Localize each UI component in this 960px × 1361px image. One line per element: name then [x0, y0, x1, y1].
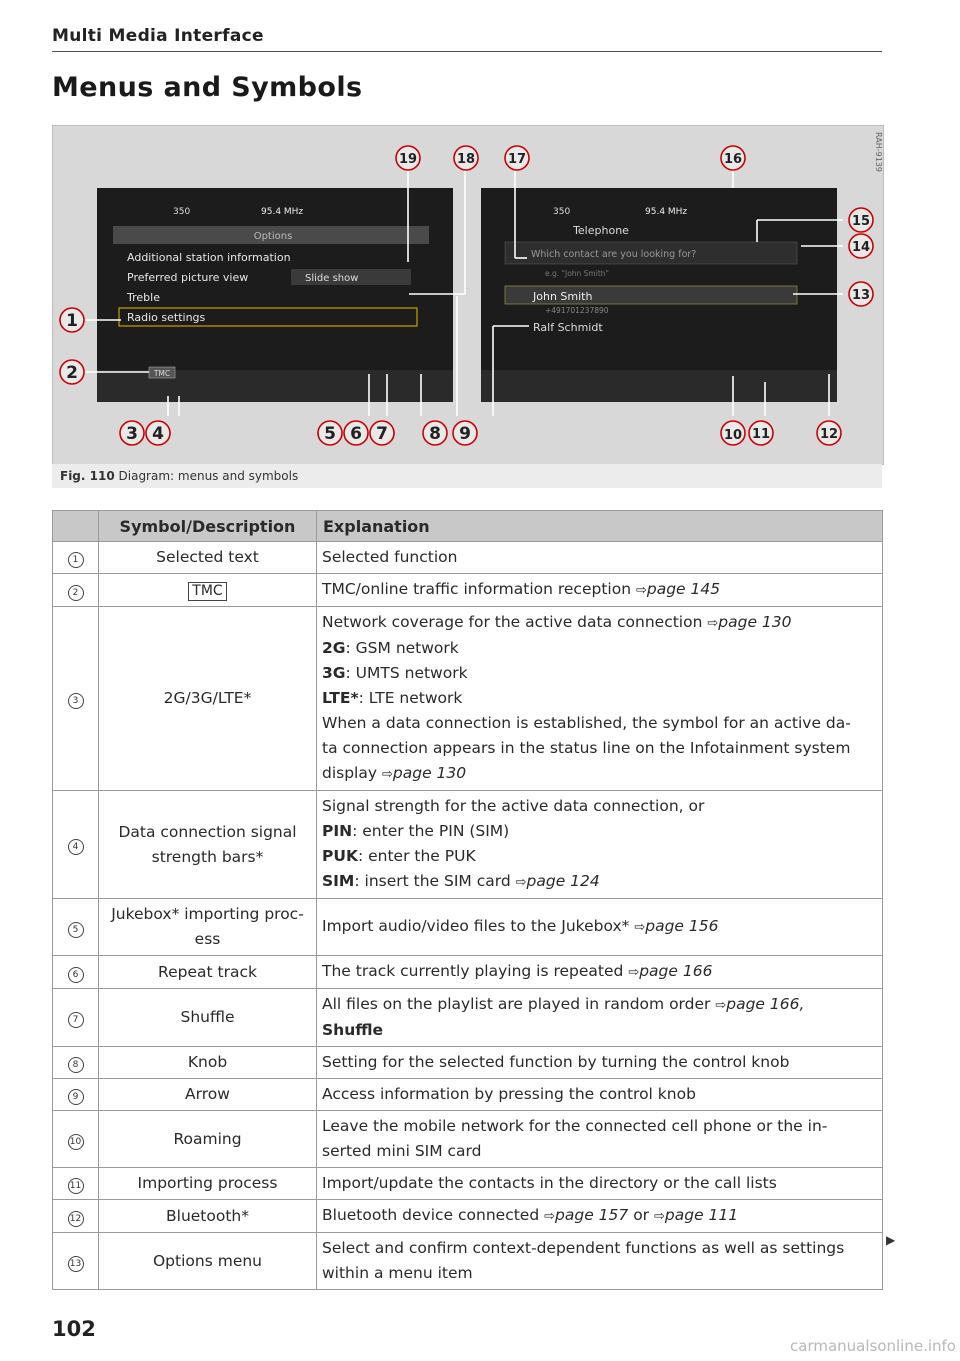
right-search-prompt: Which contact are you looking for?	[531, 249, 697, 260]
svg-text:10: 10	[723, 428, 743, 443]
row-symbol: Data connection signal strength bars*	[99, 791, 317, 899]
table-row	[53, 1079, 883, 1111]
svg-text:11: 11	[751, 427, 771, 442]
section-rule	[52, 51, 882, 52]
right-status-freq: 95.4 MHz	[645, 207, 688, 217]
row-symbol: 2G/3G/LTE*	[99, 607, 317, 791]
row-number: 1	[68, 552, 84, 568]
row-number: 9	[68, 1089, 84, 1105]
row-symbol: Roaming	[99, 1111, 317, 1168]
svg-text:15: 15	[851, 214, 871, 229]
callout-19	[396, 146, 420, 170]
row-symbol: Repeat track	[99, 956, 317, 989]
callout-14	[849, 234, 873, 258]
table-row	[53, 1168, 883, 1200]
callout-3	[120, 421, 144, 445]
left-item-2: Preferred picture view	[127, 271, 249, 284]
caption-text: Diagram: menus and symbols	[118, 469, 299, 483]
left-status-freq: 95.4 MHz	[261, 207, 304, 217]
right-contact-2: Ralf Schmidt	[533, 321, 603, 334]
svg-text:7: 7	[376, 424, 388, 444]
callout-16	[721, 146, 745, 170]
table-row	[53, 574, 883, 607]
svg-text:5: 5	[324, 424, 336, 444]
callout-17	[505, 146, 529, 170]
svg-text:4: 4	[152, 424, 164, 444]
row-explanation: Select and confirm context-dependent functions as well as settings within a menu item	[317, 1233, 883, 1290]
page-ref-link[interactable]: page 124	[526, 872, 600, 890]
page-ref-link[interactable]: page 145	[646, 580, 721, 598]
row-number: 13	[68, 1256, 84, 1272]
table-row	[53, 1047, 883, 1079]
page-heading: Menus and Symbols	[52, 72, 363, 103]
svg-text:6: 6	[350, 424, 362, 444]
callout-18	[454, 146, 478, 170]
figure-menus-symbols	[52, 125, 884, 465]
callout-9	[453, 421, 477, 445]
table-header-row	[53, 511, 883, 542]
table-row	[53, 1233, 883, 1290]
row-explanation: All files on the playlist are played in random order ⇨page 166, Shuffle	[317, 989, 883, 1047]
table-row	[53, 899, 883, 956]
svg-text:14: 14	[851, 240, 871, 255]
row-symbol: Options menu	[99, 1233, 317, 1290]
left-status-distance: 350	[173, 207, 191, 217]
callout-4	[146, 421, 170, 445]
svg-text:8: 8	[429, 424, 441, 444]
page-ref-link[interactable]: page 157	[555, 1206, 629, 1224]
header-explanation: Explanation	[317, 511, 883, 542]
callout-10	[721, 421, 745, 445]
svg-text:9: 9	[459, 424, 471, 444]
page-number: 102	[52, 1317, 96, 1341]
page-ref-link[interactable]: page 130	[392, 764, 467, 782]
right-search-hint: e.g. "John Smith"	[545, 269, 609, 278]
header-num	[53, 511, 99, 542]
callout-15	[849, 208, 873, 232]
row-number: 2	[68, 585, 84, 601]
svg-text:12: 12	[819, 427, 839, 442]
left-tmc-label: TMC	[153, 369, 171, 378]
row-explanation: Signal strength for the active data connection, or PIN: enter the PIN (SIM) PUK: enter the PUK SIM: insert the SIM card ⇨page 124	[317, 791, 883, 899]
watermark: carmanualsonline.info	[790, 1337, 956, 1355]
row-symbol: Arrow	[99, 1079, 317, 1111]
row-explanation: Network coverage for the active data connection ⇨page 130 2G: GSM network 3G: UMTS network LTE*: LTE network When a data connection is established, the symbol for an active da- ta connection appears in the status line on the Infotainment system display ⇨page 130	[317, 607, 883, 791]
symbols-table	[52, 510, 883, 1290]
right-status-distance: 350	[553, 207, 571, 217]
table-row	[53, 1200, 883, 1233]
table-row	[53, 791, 883, 899]
table-row	[53, 542, 883, 574]
figure-ref-code: RAH-9139	[874, 132, 883, 172]
row-number: 4	[68, 839, 84, 855]
row-explanation: The track currently playing is repeated ⇨page 166	[317, 956, 883, 989]
continue-arrow-icon: ▶	[886, 1233, 896, 1247]
row-number: 12	[68, 1211, 84, 1227]
page-ref-link[interactable]: page 166	[639, 962, 713, 980]
figure-caption	[60, 469, 298, 483]
right-screen-title: Telephone	[573, 224, 629, 237]
callout-1	[60, 308, 84, 332]
svg-text:13: 13	[851, 288, 871, 303]
svg-text:3: 3	[126, 424, 138, 444]
page-ref-link[interactable]: page 111	[664, 1206, 739, 1224]
callout-12	[817, 421, 841, 445]
callout-11	[749, 421, 773, 445]
row-number: 5	[68, 922, 84, 938]
callout-2	[60, 360, 84, 384]
row-explanation: TMC/online traffic information reception ⇨page 145	[317, 574, 883, 607]
row-symbol: TMC	[99, 574, 317, 607]
row-number: 6	[68, 967, 84, 983]
svg-text:2: 2	[66, 363, 78, 383]
row-number: 10	[68, 1134, 84, 1150]
header-symbol: Symbol/Description	[99, 511, 317, 542]
table-row	[53, 1111, 883, 1168]
left-item-3: Treble	[127, 291, 160, 304]
row-symbol: Jukebox* importing proc- ess	[99, 899, 317, 956]
row-number: 3	[68, 693, 84, 709]
row-explanation: Import audio/video files to the Jukebox* ⇨page 156	[317, 899, 883, 956]
svg-text:1: 1	[66, 311, 78, 331]
row-symbol: Knob	[99, 1047, 317, 1079]
caption-label: Fig. 110	[60, 469, 115, 483]
svg-text:18: 18	[456, 152, 476, 167]
svg-text:16: 16	[723, 152, 743, 167]
row-explanation: Access information by pressing the control knob	[317, 1079, 883, 1111]
row-symbol: Shuffle	[99, 989, 317, 1047]
page-ref-link[interactable]: page 130	[718, 613, 792, 631]
row-number: 7	[68, 1012, 84, 1028]
row-explanation: Selected function	[317, 542, 883, 574]
row-symbol: Bluetooth*	[99, 1200, 317, 1233]
callout-6	[344, 421, 368, 445]
callout-7	[370, 421, 394, 445]
callout-8	[423, 421, 447, 445]
row-number: 11	[68, 1178, 84, 1194]
svg-text:19: 19	[398, 152, 418, 167]
row-explanation: Import/update the contacts in the directory or the call lists	[317, 1168, 883, 1200]
table-row	[53, 989, 883, 1047]
page-ref-link[interactable]: page 166,	[726, 995, 805, 1013]
row-explanation: Setting for the selected function by turning the control knob	[317, 1047, 883, 1079]
row-symbol: Importing process	[99, 1168, 317, 1200]
left-picture-view-value: Slide show	[305, 273, 359, 284]
row-symbol: Selected text	[99, 542, 317, 574]
right-contact-1-number: +491701237890	[545, 306, 609, 315]
callout-5	[318, 421, 342, 445]
table-row	[53, 607, 883, 791]
right-contact-1: John Smith	[533, 290, 593, 303]
left-item-1: Additional station information	[127, 251, 291, 264]
row-explanation: Bluetooth device connected ⇨page 157 or ⇨page 111	[317, 1200, 883, 1233]
figure-diagram	[53, 126, 883, 464]
row-number: 8	[68, 1057, 84, 1073]
left-screen-title: Options	[253, 231, 293, 242]
table-row	[53, 956, 883, 989]
page-ref-link[interactable]: page 156	[645, 917, 719, 935]
callout-13	[849, 282, 873, 306]
row-explanation: Leave the mobile network for the connected cell phone or the in- serted mini SIM card	[317, 1111, 883, 1168]
section-title: Multi Media Interface	[52, 26, 264, 46]
svg-text:17: 17	[507, 152, 527, 167]
left-item-4: Radio settings	[127, 311, 206, 324]
